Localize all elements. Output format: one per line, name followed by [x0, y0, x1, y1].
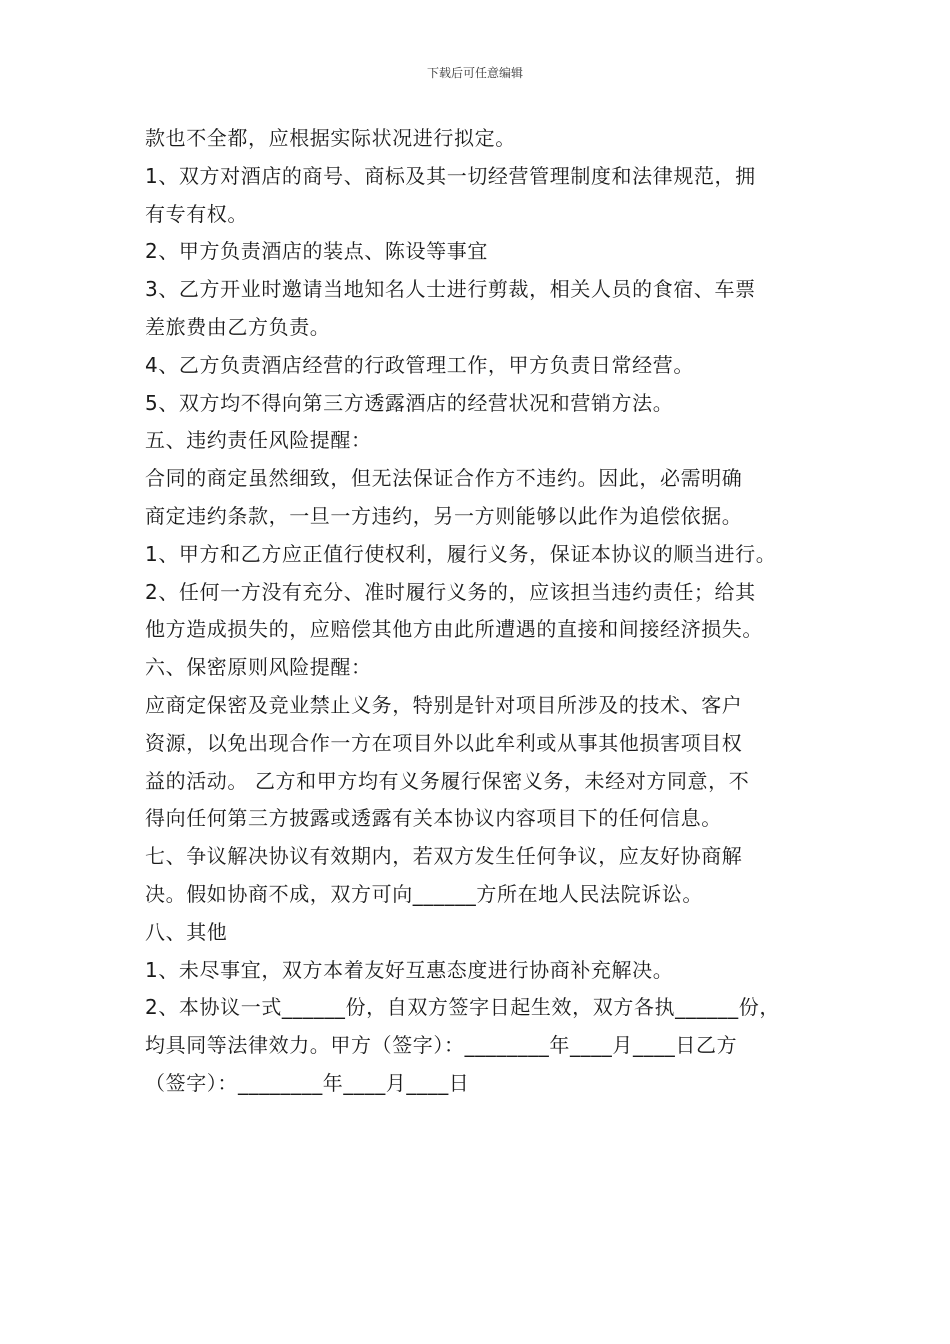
text-line: 1、未尽事宜，双方本着友好互惠态度进行协商补充解决。: [145, 957, 674, 982]
text-line: 得向任何第三方披露或透露有关本协议内容项目下的任何信息。: [145, 806, 722, 831]
text-line: 益的活动。 乙方和甲方均有义务履行保密义务，未经对方同意，不: [145, 768, 750, 793]
text-line: 商定违约条款，一旦一方违约，另一方则能够以此作为追偿依据。: [145, 503, 743, 528]
text-line: 2、本协议一式______份，自双方签字日起生效，双方各执______份，: [145, 995, 780, 1020]
section-heading: 八、其他: [145, 919, 228, 944]
section-heading: 五、违约责任风险提醒：: [145, 428, 372, 453]
signature-line: （签字）：________年____月____日: [145, 1070, 470, 1095]
text-line: 3、乙方开业时邀请当地知名人士进行剪裁，相关人员的食宿、车票: [145, 277, 756, 302]
page-header: 下载后可任意编辑: [426, 66, 523, 80]
section-heading: 六、保密原则风险提醒：: [145, 655, 372, 680]
text-line: 1、甲方和乙方应正值行使权利，履行义务，保证本协议的顺当进行。: [145, 541, 777, 566]
text-line: 4、乙方负责酒店经营的行政管理工作，甲方负责日常经营。: [145, 352, 694, 377]
text-line: 差旅费由乙方负责。: [145, 314, 331, 339]
signature-line: 均具同等法律效力。甲方（签字）：________年____月____日乙方: [145, 1033, 738, 1058]
text-line: 他方造成损失的，应赔偿其他方由此所遭遇的直接和间接经济损失。: [145, 617, 763, 642]
text-line: 决。假如协商不成，双方可向______方所在地人民法院诉讼。: [145, 881, 703, 906]
text-line: 有专有权。: [145, 201, 248, 226]
text-line: 1、双方对酒店的商号、商标及其一切经营管理制度和法律规范，拥: [145, 163, 756, 188]
text-line: 款也不全都，应根据实际状况进行拟定。: [145, 126, 516, 150]
text-line: 5、双方均不得向第三方透露酒店的经营状况和营销方法。: [145, 390, 674, 415]
text-line: 应商定保密及竞业禁止义务，特别是针对项目所涉及的技术、客户: [145, 692, 743, 717]
text-line: 资源，以免出现合作一方在项目外以此牟利或从事其他损害项目权: [145, 730, 743, 755]
document-body: [145, 120, 825, 1103]
text-line: 2、甲方负责酒店的装点、陈设等事宜: [145, 239, 488, 264]
section-heading: 七、争议解决协议有效期内，若双方发生任何争议，应友好协商解: [145, 844, 743, 869]
text-line: 2、任何一方没有充分、准时履行义务的，应该担当违约责任；给其: [145, 579, 756, 604]
text-line: 合同的商定虽然细致，但无法保证合作方不违约。因此，必需明确: [145, 466, 743, 491]
